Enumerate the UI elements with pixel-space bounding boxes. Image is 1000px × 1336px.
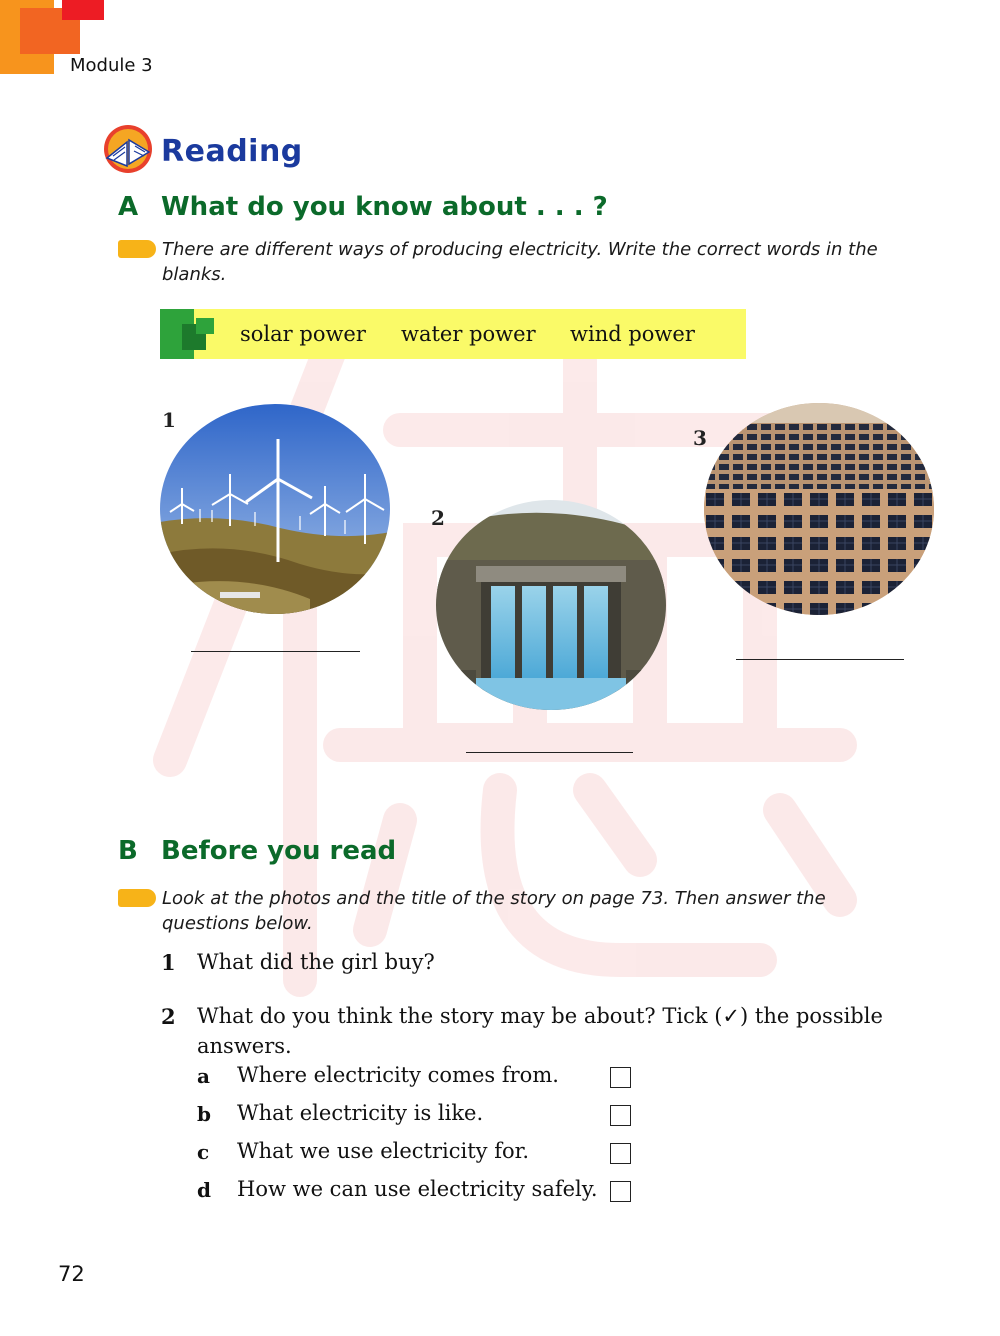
tick-box-a[interactable] [610, 1067, 631, 1088]
option-letter: a [197, 1064, 210, 1088]
question-text: What do you think the story may be about? Tick (✓) the possible [197, 1004, 883, 1028]
section-b-instruction: Look at the photos and the title of the story on page 73. Then answer the questions below. [162, 888, 826, 934]
answer-blank-1[interactable] [191, 651, 360, 652]
option-letter: d [197, 1178, 211, 1202]
word-bank-decoration [196, 318, 214, 334]
answer-blank-2[interactable] [466, 752, 633, 753]
option-text: What we use electricity for. [237, 1139, 530, 1163]
instruction-marker [118, 240, 156, 258]
option-text: How we can use electricity safely. [237, 1177, 598, 1201]
section-a-instruction: There are different ways of producing electricity. Write the correct words in the blanks. [162, 239, 878, 285]
word-bank-item: wind power [570, 322, 695, 346]
question-number: 1 [161, 950, 176, 975]
dam-photo [436, 500, 666, 710]
instruction-marker [118, 889, 156, 907]
section-b-title: Before you read [161, 836, 397, 866]
module-label: Module 3 [70, 55, 153, 76]
section-heading-reading: Reading [161, 134, 303, 169]
page-number: 72 [58, 1262, 85, 1286]
corner-decoration [62, 0, 104, 20]
section-a-letter: A [118, 192, 139, 222]
tick-box-b[interactable] [610, 1105, 631, 1126]
word-bank-item: solar power [240, 322, 366, 346]
question-text-continued: answers. [197, 1034, 292, 1058]
answer-blank-3[interactable] [736, 659, 904, 660]
photo-number: 1 [162, 408, 176, 432]
book-icon [101, 124, 155, 174]
section-b-letter: B [118, 836, 138, 866]
option-letter: b [197, 1102, 211, 1126]
photo-number: 2 [431, 506, 445, 530]
tick-box-c[interactable] [610, 1143, 631, 1164]
option-text: Where electricity comes from. [237, 1063, 559, 1087]
option-text: What electricity is like. [237, 1101, 484, 1125]
photo-number: 3 [693, 426, 707, 450]
question-text: What did the girl buy? [197, 950, 435, 974]
option-letter: c [197, 1140, 210, 1164]
question-number: 2 [161, 1004, 176, 1029]
section-a-title: What do you know about . . . ? [161, 192, 608, 222]
wind-turbines-photo [160, 404, 390, 614]
solar-panels-photo [704, 403, 934, 615]
word-bank-item: water power [401, 322, 536, 346]
tick-box-d[interactable] [610, 1181, 631, 1202]
